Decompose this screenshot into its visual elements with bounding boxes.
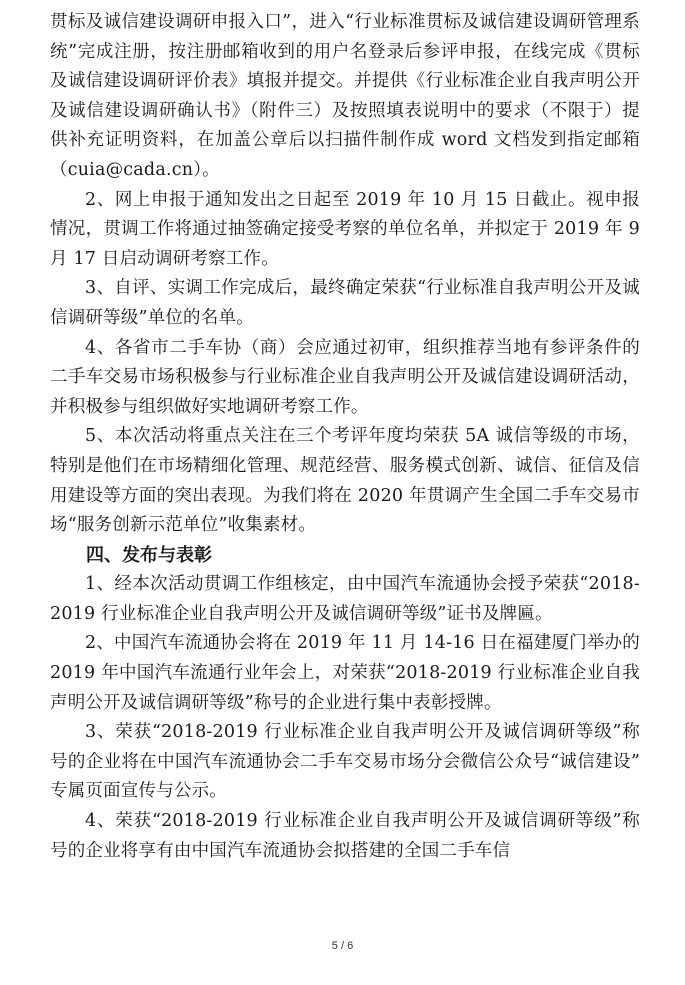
paragraph-award-3-wechat-publicity: 3、荣获“2018-2019 行业标准企业自我声明公开及诚信调研等级”称号的企业将在中国汽车流通协会二手车交易市场分会微信公众号“诚信建设” 专属页面宣传与公示。 xyxy=(50,722,640,802)
paragraph-award-2-annual-meeting: 2、中国汽车流通协会将在 2019 年 11 月 14-16 日在福建厦门举办的 2019 年中国汽车流通行业年会上，对荣获“2018-2019 行业标准企业自我声明公开及诚信调研等级”称号的企业进行集中表彰授牌。 xyxy=(50,633,640,713)
document-body xyxy=(50,8,640,866)
paragraph-item-4-associations: 4、各省市二手车协（商）会应通过初审，组织推荐当地有参评条件的二手车交易市场积极参与行业标准企业自我声明公开及诚信建设调研活动，并积极参与组织做好实地调研考察工作。 xyxy=(50,337,640,417)
section-heading-release-and-commendation: 四、发布与表彰 xyxy=(86,544,212,566)
paragraph-item-3-final-list: 3、自评、实调工作完成后，最终确定荣获“行业标准自我声明公开及诚信调研等级”单位的名单。 xyxy=(50,278,640,328)
paragraph-application-entry: 贯标及诚信建设调研申报入口”，进入“行业标准贯标及诚信建设调研管理系统”完成注册，按注册邮箱收到的用户名登录后参评申报，在线完成《贯标及诚信建设调研评价表》填报并提交。并提供《行业标准企业自我声明公开及诚信建设调研确认书》（附件三）及按照填表说明中的要求（不限于）提供补充证明资料，在加盖公章后以扫描件制作成 word 文档发到指定邮箱（cuia@cada.cn）。 xyxy=(50,12,640,180)
paragraph-item-5-focus: 5、本次活动将重点关注在三个考评年度均荣获 5A 诚信等级的市场，特别是他们在市场精细化管理、规范经营、服务模式创新、诚信、征信及信用建设等方面的突出表现。为我们将在 2020 年贯调产生全国二手车交易市场“服务创新示范单位”收集素材。 xyxy=(50,426,640,536)
paragraph-award-4-platform: 4、荣获“2018-2019 行业标准企业自我声明公开及诚信调研等级”称号的企业将享有由中国汽车流通协会拟搭建的全国二手车信 xyxy=(50,811,640,861)
paragraph-item-2-deadline: 2、网上申报于通知发出之日起至 2019 年 10 月 15 日截止。视申报情况，贯调工作将通过抽签确定接受考察的单位名单，并拟定于 2019 年 9 月 17 日启动调研考察工作。 xyxy=(50,189,640,269)
paragraph-award-1-certificate: 1、经本次活动贯调工作组核定，由中国汽车流通协会授予荣获“2018-2019 行业标准企业自我声明公开及诚信调研等级”证书及牌匾。 xyxy=(50,574,640,624)
page-number: 5 / 6 xyxy=(331,940,354,952)
